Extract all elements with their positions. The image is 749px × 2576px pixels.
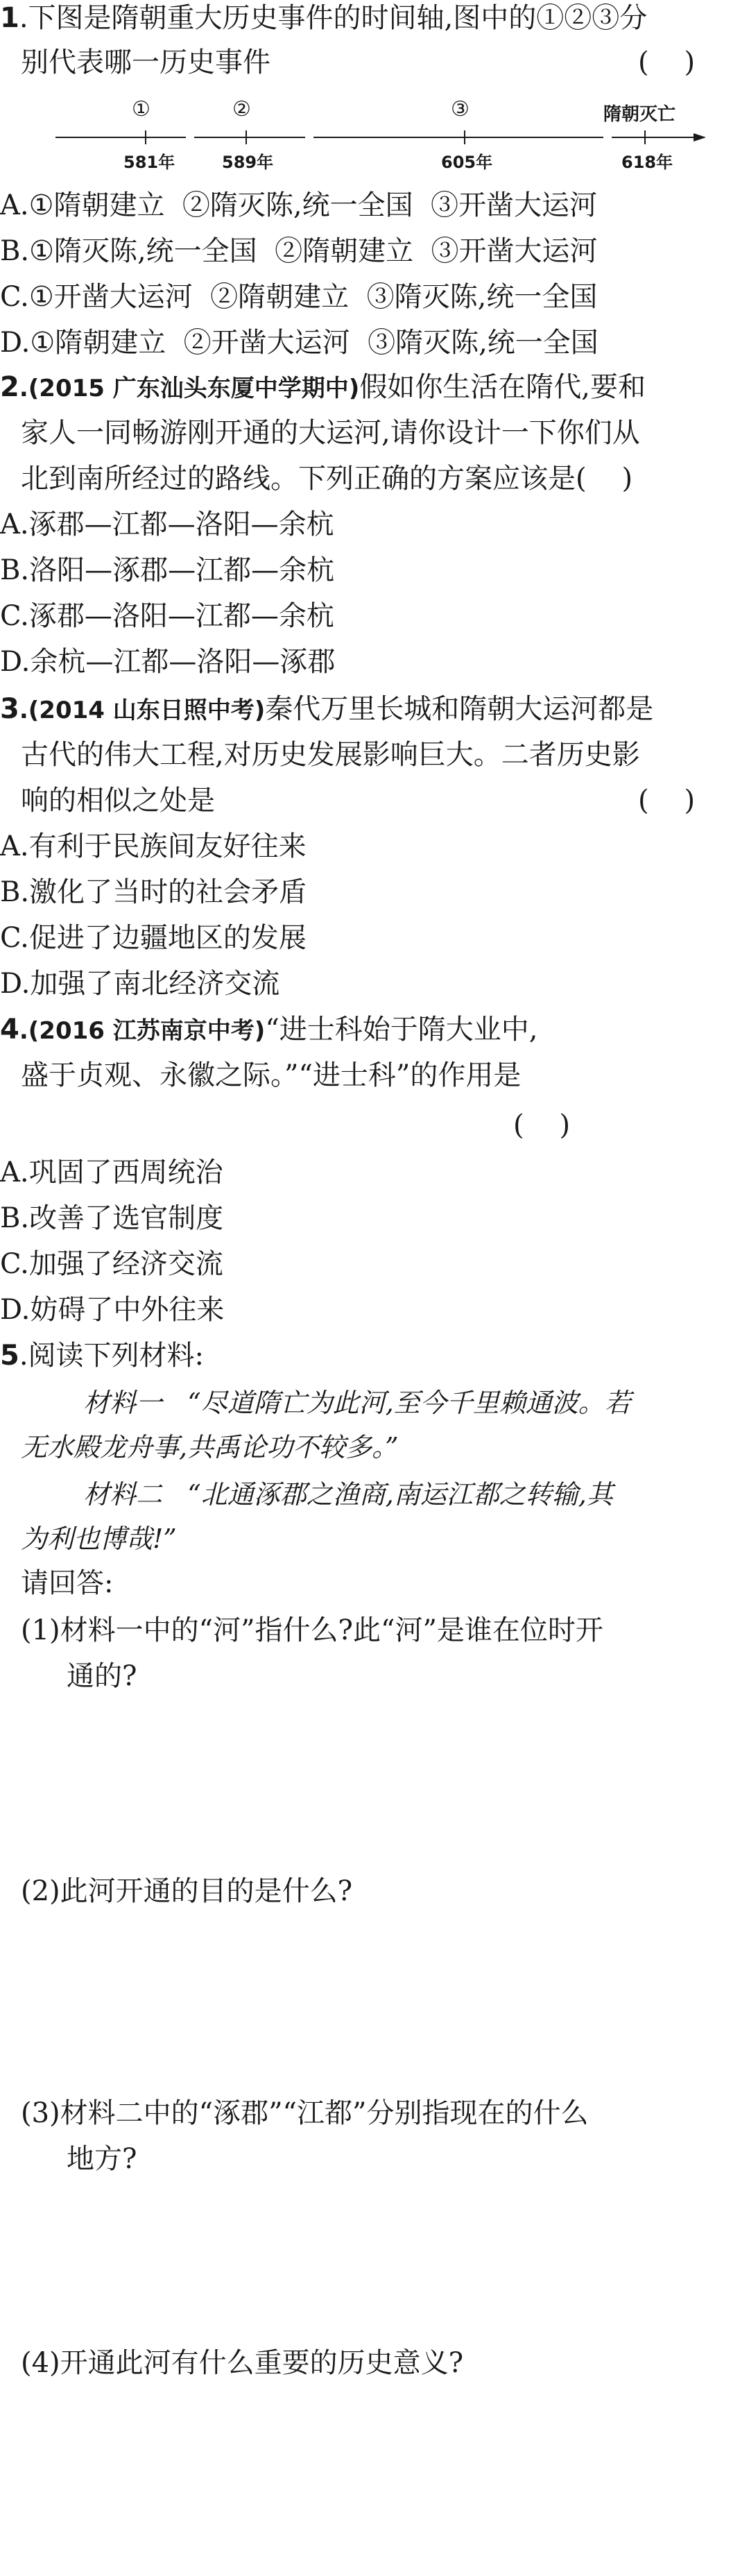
q3-option-d: D.加强了南北经济交流 xyxy=(0,968,280,1000)
timeline-year-1: 581年 xyxy=(123,153,175,172)
q4-option-d: D.妨碍了中外往来 xyxy=(0,1294,225,1326)
q1-timeline xyxy=(0,90,749,173)
timeline-event-4: 隋朝灭亡 xyxy=(603,104,676,125)
timeline-year-4: 618年 xyxy=(621,153,673,172)
q4-option-b: B.改善了选官制度 xyxy=(0,1202,224,1234)
q4-stem-line2: 盛于贞观、永徽之际。”“进士科”的作用是 xyxy=(21,1059,522,1091)
q4-option-c: C.加强了经济交流 xyxy=(0,1248,223,1280)
q5-sub3-line1: (3)材料二中的“涿郡”“江都”分别指现在的什么 xyxy=(21,2097,589,2129)
q5-sub1-line1: (1)材料一中的“河”指什么?此“河”是谁在位时开 xyxy=(21,1614,603,1646)
q5-intro: 5.阅读下列材料: xyxy=(0,1340,205,1372)
q4-answer-paren: ( ) xyxy=(513,1109,571,1141)
q3-stem-line1: 3.(2014 山东日照中考)秦代万里长城和隋朝大运河都是 xyxy=(0,693,654,725)
q1-option-a: A.①隋朝建立 ②隋灭陈,统一全国 ③开凿大运河 xyxy=(0,189,598,221)
q2-option-d: D.余杭—江都—洛阳—涿郡 xyxy=(0,646,336,678)
q5-ask: 请回答: xyxy=(21,1567,114,1599)
q3-answer-paren: ( ) xyxy=(638,785,696,817)
material-1-line2: 无水殿龙舟事,共禹论功不较多。” xyxy=(21,1432,399,1462)
timeline-event-3: ③ xyxy=(451,97,470,121)
q4-stem-line1: 4.(2016 江苏南京中考)“进士科始于隋大业中, xyxy=(0,1014,538,1046)
q1-option-d: D.①隋朝建立 ②开凿大运河 ③隋灭陈,统一全国 xyxy=(0,327,599,359)
q2-option-c: C.涿郡—洛阳—江都—余杭 xyxy=(0,600,334,632)
q3-stem-line2: 古代的伟大工程,对历史发展影响巨大。二者历史影 xyxy=(21,739,640,771)
q2-option-b: B.洛阳—涿郡—江都—余杭 xyxy=(0,554,335,586)
q2-stem-line2: 家人一同畅游刚开通的大运河,请你设计一下你们从 xyxy=(21,417,640,449)
q1-option-c: C.①开凿大运河 ②隋朝建立 ③隋灭陈,统一全国 xyxy=(0,281,598,313)
q3-option-a: A.有利于民族间友好往来 xyxy=(0,830,307,862)
q1-option-b: B.①隋灭陈,统一全国 ②隋朝建立 ③开凿大运河 xyxy=(0,235,598,267)
q5-sub3-line2: 地方? xyxy=(67,2143,137,2175)
material-2-line1: 材料二 “北通涿郡之渔商,南运江都之转输,其 xyxy=(83,1479,613,1510)
q2-stem-line3: 北到南所经过的路线。下列正确的方案应该是( ) xyxy=(21,463,633,495)
timeline-event-1: ① xyxy=(132,97,150,121)
q3-option-c: C.促进了边疆地区的发展 xyxy=(0,922,307,954)
q1-answer-paren: ( ) xyxy=(638,46,696,78)
timeline-year-3: 605年 xyxy=(441,153,493,172)
material-2-line2: 为利也博哉!” xyxy=(21,1524,177,1554)
q3-option-b: B.激化了当时的社会矛盾 xyxy=(0,876,307,908)
q1-stem-line1: 1.下图是隋朝重大历史事件的时间轴,图中的①②③分 xyxy=(0,2,648,34)
material-1-line1: 材料一 “尽道隋亡为此河,至今千里赖通波。若 xyxy=(83,1388,631,1418)
timeline-year-2: 589年 xyxy=(222,153,274,172)
q5-sub1-line2: 通的? xyxy=(67,1660,137,1692)
q5-sub4: (4)开通此河有什么重要的历史意义? xyxy=(21,2347,464,2379)
q2-option-a: A.涿郡—江都—洛阳—余杭 xyxy=(0,509,334,540)
q5-sub2: (2)此河开通的目的是什么? xyxy=(21,1875,353,1907)
q3-stem-line3: 响的相似之处是 xyxy=(21,785,215,817)
timeline-event-2: ② xyxy=(232,97,251,121)
q4-option-a: A.巩固了西周统治 xyxy=(0,1157,223,1188)
q1-stem-line2: 别代表哪一历史事件 xyxy=(21,46,270,78)
q2-stem-line1: 2.(2015 广东汕头东厦中学期中)假如你生活在隋代,要和 xyxy=(0,371,646,403)
